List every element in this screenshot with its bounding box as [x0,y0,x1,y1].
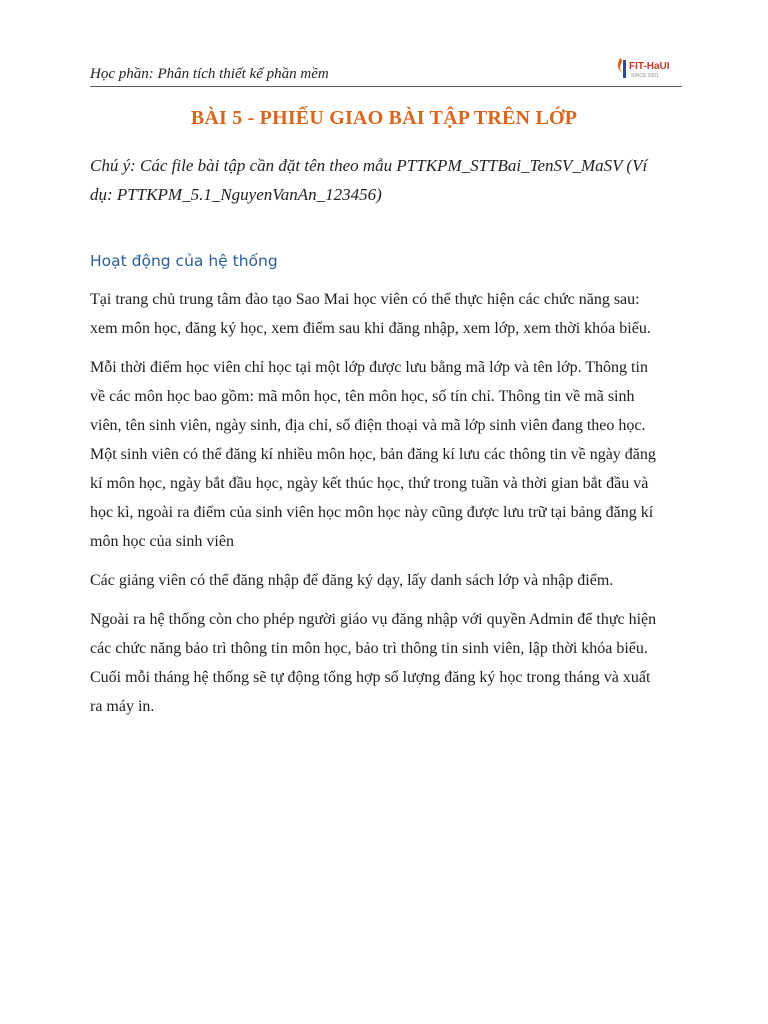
paragraph-4 [90,605,690,721]
paragraph-line: viên, tên sinh viên, ngày sinh, địa chỉ, số điện thoại và mã lớp sinh viên đang theo học. [90,417,646,434]
paragraph-3 [90,566,690,595]
paragraph-line: về các môn học bao gồm: mã môn học, tên môn học, số tín chỉ. Thông tin về mã sinh [90,388,635,405]
paragraph-1 [90,285,690,343]
paragraph-line: các chức năng bảo trì thông tin môn học, bảo trì thông tin sinh viên, lập thời khóa biểu. [90,640,648,657]
paragraph-line: Ngoài ra hệ thống còn cho phép người giáo vụ đăng nhập với quyền Admin để thực hiện [90,611,657,628]
flame-icon [618,58,622,72]
paragraph-line: kí môn học, ngày bắt đầu học, ngày kết thúc học, thứ trong tuần và thời gian bắt đầu và [90,475,649,492]
paragraph-line: Cuối mỗi tháng hệ thống sẽ tự động tổng hợp số lượng đăng ký học trong tháng và xuất [90,669,651,686]
page-header [90,52,682,87]
section-heading: Hoạt động của hệ thống [90,252,278,270]
note-line: Chú ý: Các file bài tập cần đặt tên theo mẫu PTTKPM_STTBai_TenSV_MaSV (Ví [90,156,648,175]
paragraph-line: Mỗi thời điểm học viên chỉ học tại một lớp được lưu bằng mã lớp và tên lớp. Thông tin [90,359,648,376]
logo-text: FIT-HaUI [629,61,670,72]
logo-bar [623,60,626,78]
note-block [90,151,690,209]
paragraph-line: học kì, ngoài ra điểm của sinh viên học môn học này cũng được lưu trữ tại bảng đăng kí [90,504,654,521]
page-title: BÀI 5 - PHIẾU GIAO BÀI TẬP TRÊN LỚP [190,107,578,129]
paragraph-line: môn học của sinh viên [90,533,234,550]
course-name: Học phần: Phân tích thiết kế phần mềm [90,66,329,82]
paragraph-line: ra máy in. [90,698,155,715]
paragraph-2 [90,353,690,556]
fit-haui-logo [614,54,680,82]
note-line: dụ: PTTKPM_5.1_NguyenVanAn_123456) [90,185,382,204]
paragraph-line: xem môn học, đăng ký học, xem điểm sau khi đăng nhập, xem lớp, xem thời khóa biểu. [90,320,651,337]
paragraph-line: Một sinh viên có thể đăng kí nhiều môn học, bản đăng kí lưu các thông tin về ngày đăng [90,446,656,463]
logo-subtext: SINCE 2001 [631,73,659,79]
paragraph-line: Các giảng viên có thể đăng nhập để đăng ký dạy, lấy danh sách lớp và nhập điểm. [90,572,614,589]
paragraph-line: Tại trang chủ trung tâm đào tạo Sao Mai học viên có thể thực hiện các chức năng sau: [90,291,640,308]
